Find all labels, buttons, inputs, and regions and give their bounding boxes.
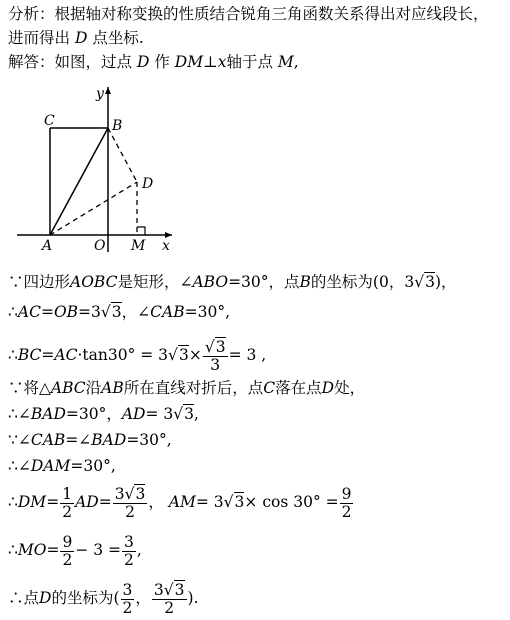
step-text: ，	[135, 589, 151, 607]
step-math: AM	[168, 493, 196, 511]
label-M: M	[131, 238, 146, 252]
answer-text-1: 如图，过点	[54, 53, 133, 71]
fraction-denominator: 2	[122, 598, 133, 617]
step-text: ∴点	[8, 589, 40, 607]
step-text: ∴	[8, 493, 18, 511]
step-text: =30°,	[184, 303, 231, 321]
step-3: ∴BC=AC·tan30° = 3√3× $\frac{√3}{3}$ = 3 ,	[8, 337, 267, 374]
step-text: ，	[148, 493, 164, 511]
fraction-numerator: 3	[122, 580, 133, 599]
step-10	[8, 578, 199, 618]
answer-text-2: 作	[154, 53, 170, 71]
step-text: 处，	[334, 379, 366, 397]
step-text: − 3 =	[75, 541, 122, 559]
fraction-denominator: 2	[62, 550, 73, 569]
step-text: = 3	[195, 493, 224, 511]
step-text: ·tan30° = 3	[77, 346, 169, 364]
analysis-line-1	[8, 4, 489, 24]
step-math: ABO	[192, 273, 229, 291]
fraction-numerator: 3	[124, 532, 134, 551]
step-math: CAB	[150, 303, 185, 321]
label-y: y	[96, 86, 104, 102]
step-text: =	[46, 493, 60, 511]
fraction-denominator: 2	[62, 502, 73, 521]
fraction-numerator: 3	[215, 337, 226, 356]
sqrt-radicand: 3	[425, 273, 435, 291]
fraction-numerator: 9	[62, 532, 73, 551]
step-math: AC	[17, 303, 41, 321]
label-O: O	[94, 238, 106, 252]
analysis-text-3: 点坐标.	[92, 29, 144, 47]
step-math: AB	[101, 379, 124, 397]
fraction: $\frac{√3}{3}$	[204, 337, 226, 374]
step-text: ∴∠	[8, 457, 31, 475]
step-text: 落在点	[275, 379, 322, 397]
step-text: ).	[187, 589, 199, 607]
step-math: D	[321, 379, 335, 397]
label-A: A	[42, 238, 53, 252]
step-text: ∵将△	[8, 379, 51, 397]
answer-intro	[8, 52, 299, 72]
step-text: ∴	[8, 346, 18, 364]
label-C: C	[44, 113, 55, 129]
step-text: =∠	[65, 431, 92, 449]
step-text: ∵∠	[8, 431, 31, 449]
step-math: AD	[75, 493, 99, 511]
sqrt-radicand: 3	[135, 484, 146, 503]
answer-point: D	[136, 53, 150, 71]
fraction-numerator: 3	[153, 580, 164, 599]
step-text: =	[46, 541, 60, 559]
step-text: =30°,	[70, 457, 116, 475]
fraction-denominator: 2	[341, 502, 352, 521]
step-7	[8, 456, 116, 476]
fraction-denominator: 2	[124, 550, 134, 569]
step-math: BAD	[30, 405, 66, 423]
step-text: 沿	[85, 379, 102, 397]
step-math: OB	[53, 303, 79, 321]
fraction	[121, 582, 135, 617]
step-6	[8, 430, 172, 450]
step-math: BAD	[91, 431, 127, 449]
step-text: =	[40, 303, 54, 321]
step-math: DAM	[30, 457, 71, 475]
y-axis-arrow	[105, 87, 111, 94]
step-text: × cos 30° =	[244, 493, 339, 511]
step-math: AC	[54, 346, 78, 364]
step-text: =3	[78, 303, 101, 321]
step-math: AOBC	[70, 273, 118, 291]
fraction	[60, 486, 74, 521]
step-text: =30°，点	[228, 273, 300, 291]
step-text: ，∠	[121, 303, 151, 321]
step-math: CAB	[30, 431, 66, 449]
fraction-numerator: 1	[62, 484, 73, 503]
analysis-text: 根据轴对称变换的性质结合锐角三角函数关系得出对应线段长，	[54, 5, 489, 23]
segment-AD	[50, 182, 137, 235]
fraction	[122, 534, 136, 569]
sqrt-radicand: 3	[234, 493, 245, 511]
analysis-label: 分析：	[8, 5, 55, 23]
label-D: D	[142, 176, 154, 192]
step-text: 的坐标为(	[51, 589, 120, 607]
step-text: ×	[188, 346, 202, 364]
step-text: ∵四边形	[8, 273, 71, 291]
diagonal-AB	[50, 128, 108, 235]
step-8: ∴DM= $\frac{1}{2}$ AD= $\frac{3√3}{2}$ ， AM= 3√3× cos 30° = $\frac{9}{2}$	[8, 484, 352, 521]
step-text: ,	[194, 405, 199, 423]
analysis-text-2: 进而得出	[8, 29, 71, 47]
sqrt-radicand: 3	[178, 346, 189, 364]
geometry-diagram	[12, 82, 182, 252]
step-text: =	[41, 346, 55, 364]
fraction-denominator: 2	[125, 502, 135, 521]
step-text: =30°，	[65, 405, 122, 423]
step-text: 是矩形，∠	[117, 273, 193, 291]
step-1: ∵四边形AOBC是矩形，∠ABO=30°，点B的坐标为(0，3√3)，	[8, 273, 457, 291]
analysis-point: D	[74, 29, 88, 47]
step-5: ∴∠BAD=30°，AD= 3√3,	[8, 405, 199, 423]
step-text: =	[98, 493, 112, 511]
answer-foot: M	[277, 53, 294, 71]
sqrt-radicand: 3	[174, 580, 185, 599]
step-text: = 3	[145, 405, 174, 423]
fraction	[60, 534, 74, 569]
step-text: ,	[136, 541, 142, 559]
step-9	[8, 530, 142, 570]
step-math: B	[299, 273, 311, 291]
analysis-line-2	[8, 28, 144, 48]
right-angle-mark	[137, 227, 145, 235]
sqrt-radicand: 3	[184, 405, 195, 423]
fraction-denominator: 3	[210, 355, 221, 374]
step-text: = 3 ,	[228, 346, 267, 364]
fraction-denominator: 2	[164, 598, 175, 617]
step-math: ABC	[50, 379, 86, 397]
step-math: BC	[17, 346, 42, 364]
label-x: x	[162, 238, 170, 252]
step-text: =30°,	[126, 431, 172, 449]
step-text: 所在直线对折后，点	[123, 379, 264, 397]
step-4	[8, 378, 365, 398]
fraction-numerator: 9	[341, 484, 352, 503]
segment-BD	[108, 128, 137, 182]
step-math: MO	[17, 541, 47, 559]
step-text: ∴∠	[8, 405, 31, 423]
answer-end: ,	[293, 53, 299, 71]
answer-label: 解答：	[8, 53, 55, 71]
step-math: DM	[17, 493, 47, 511]
step-text: ∴	[8, 541, 18, 559]
fraction: $\frac{3√3}{2}$	[114, 484, 146, 521]
step-text: 的坐标为(0，3	[310, 273, 415, 291]
fraction-numerator: 3	[114, 484, 125, 503]
answer-text-3: 轴于点	[226, 53, 273, 71]
answer-segment: DM	[174, 53, 204, 71]
step-math: AD	[121, 405, 146, 423]
sqrt-radicand: 3	[111, 303, 122, 321]
fraction: $\frac{3√3}{2}$	[153, 580, 185, 617]
step-math: D	[39, 589, 52, 607]
answer-axis: x	[217, 53, 227, 71]
label-B: B	[112, 118, 123, 134]
fraction	[340, 486, 354, 521]
perp-symbol: ⊥	[203, 53, 218, 71]
step-text: )，	[434, 273, 457, 291]
step-2: ∴AC=OB=3√3，∠CAB=30°,	[8, 303, 231, 321]
step-text: ∴	[8, 303, 18, 321]
step-math: C	[263, 379, 276, 397]
